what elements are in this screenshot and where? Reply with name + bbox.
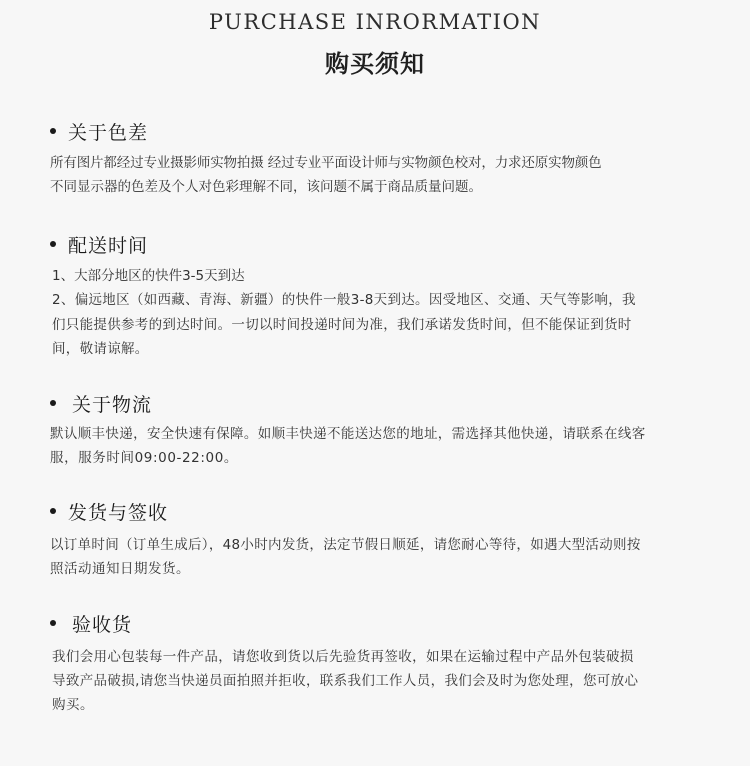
section-heading — [50, 390, 152, 416]
paragraph-line: 以订单时间（订单生成后），48小时内发货，法定节假日顺延，请您耐心等待，如遇大型活动则按 — [50, 537, 641, 553]
paragraph-line: 所有图片都经过专业摄影师实物拍摄 经过专业平面设计师与实物颜色校对，力求还原实物颜色 — [50, 155, 602, 171]
paragraph-line: 导致产品破损,请您当快递员面拍照并拒收，联系我们工作人员，我们会及时为您处理，您可放心 — [52, 673, 639, 689]
bullet-icon — [50, 128, 56, 134]
bullet-icon — [50, 508, 56, 514]
bullet-icon — [50, 620, 56, 626]
section-heading — [50, 118, 148, 144]
section-heading-text: 发货与签收 — [68, 501, 169, 524]
paragraph-line: 照活动通知日期发货。 — [50, 561, 190, 577]
section-heading-text: 关于物流 — [72, 393, 153, 416]
section-heading-text: 验收货 — [72, 613, 133, 636]
section-heading — [50, 498, 168, 524]
paragraph-line: 1、大部分地区的快件3-5天到达 — [52, 268, 245, 284]
paragraph-line: 购买。 — [52, 697, 94, 713]
page-title: 购买须知 — [325, 50, 425, 78]
paragraph-line: 们只能提供参考的到达时间。一切以时间投递时间为准，我们承诺发货时间，但不能保证到货时 — [52, 317, 632, 333]
paragraph-line: 2、偏远地区（如西藏、青海、新疆）的快件一般3-8天到达。因受地区、交通、天气等影响，我 — [52, 292, 636, 308]
bullet-icon — [50, 400, 56, 406]
page-title-en: PURCHASE INRORMATION — [208, 10, 542, 34]
paragraph-line: 我们会用心包装每一件产品，请您收到货以后先验货再签收，如果在运输过程中产品外包装破损 — [52, 649, 634, 665]
paragraph-line: 默认顺丰快递，安全快速有保障。如顺丰快递不能送达您的地址，需选择其他快递，请联系在线客 — [50, 426, 646, 442]
paragraph-line: 不同显示器的色差及个人对色彩理解不同，该问题不属于商品质量问题。 — [50, 179, 482, 195]
section-heading — [50, 610, 132, 636]
bullet-icon — [50, 241, 56, 247]
section-heading — [50, 231, 148, 257]
paragraph-line: 间，敬请谅解。 — [52, 341, 149, 357]
paragraph-line: 服，服务时间09:00-22:00。 — [50, 450, 238, 466]
section-heading-text: 配送时间 — [68, 234, 149, 257]
section-heading-text: 关于色差 — [68, 121, 149, 144]
